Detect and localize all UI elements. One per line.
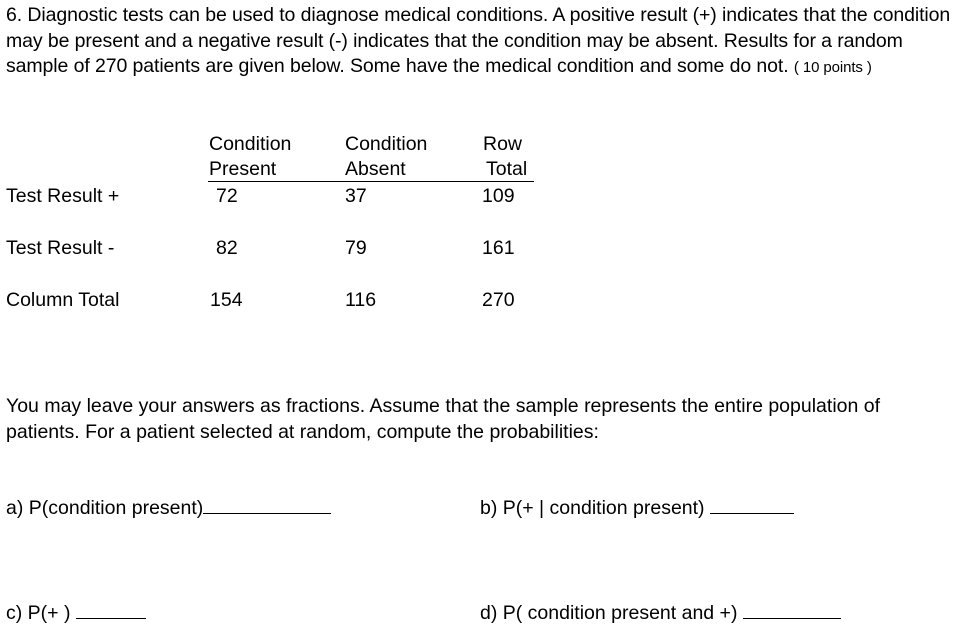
- cell-pos-absent: 37: [345, 185, 367, 207]
- question-c: [6, 601, 146, 625]
- answer-c-blank[interactable]: [76, 601, 146, 619]
- cell-grand-total: 270: [482, 289, 515, 311]
- problem-statement: [6, 3, 951, 81]
- row-label-test-positive: Test Result +: [6, 185, 120, 207]
- row-label-test-negative: Test Result -: [6, 237, 115, 259]
- question-d-label: d) P( condition present and +): [480, 602, 738, 624]
- instructions: You may leave your answers as fractions. Assume that the sample represents the entire population of patients. For a patient selected at random, compute the probabilities:: [6, 395, 881, 443]
- answer-a-blank[interactable]: [203, 496, 331, 514]
- col-header-line1: Condition: [345, 133, 428, 155]
- col-header-line2: Absent: [345, 158, 406, 180]
- col-header-line1: Condition: [209, 133, 292, 155]
- cell-pos-total: 109: [482, 185, 515, 207]
- answer-b-blank[interactable]: [710, 496, 794, 514]
- header-underline: [208, 181, 534, 182]
- answer-d-blank[interactable]: [743, 601, 841, 619]
- col-header-condition-present: [209, 132, 291, 182]
- question-d: [480, 601, 841, 625]
- cell-neg-absent: 79: [345, 237, 367, 259]
- problem-points: ( 10 points ): [793, 59, 872, 76]
- question-b-label: b) P(+ | condition present): [480, 497, 705, 519]
- col-header-condition-absent: [345, 132, 427, 182]
- cell-neg-total: 161: [482, 237, 515, 259]
- question-a-label: a) P(condition present): [6, 497, 204, 519]
- question-c-label: c) P(+ ): [6, 602, 71, 624]
- cell-total-present: 154: [210, 289, 243, 311]
- col-header-line2: Total: [486, 158, 528, 180]
- col-header-line1: Row: [483, 133, 523, 155]
- cell-total-absent: 116: [345, 289, 377, 311]
- cell-neg-present: 82: [216, 237, 238, 259]
- problem-text: 6. Diagnostic tests can be used to diagnose medical conditions. A positive result (+) indicates that the condition may be present and a negative result (-) indicates that the condition may be absent. Results for a random sample of 270 patients are given below. Some have the medical condition and some do not.: [6, 4, 951, 77]
- row-label-column-total: Column Total: [6, 289, 120, 311]
- cell-pos-present: 72: [216, 185, 238, 207]
- question-b: [480, 496, 794, 520]
- question-a: [6, 496, 331, 520]
- col-header-line2: Present: [209, 158, 277, 180]
- col-header-row-total: [482, 132, 527, 182]
